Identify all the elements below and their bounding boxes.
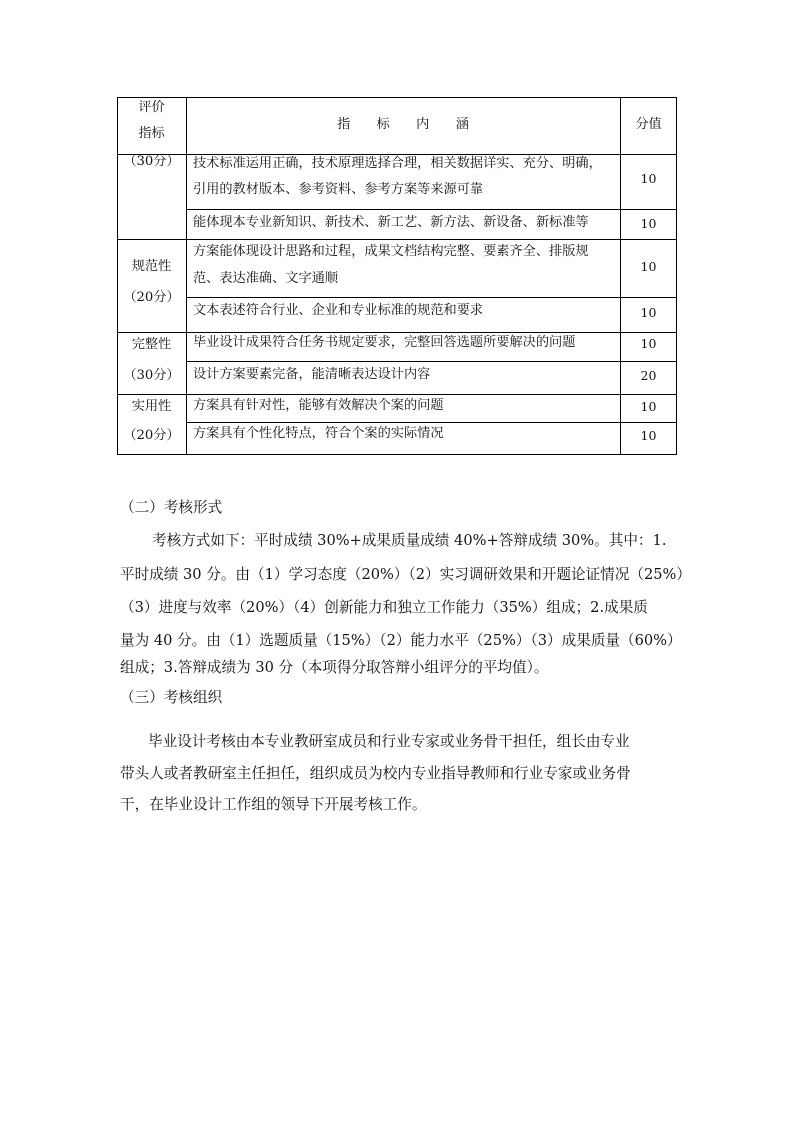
section-3-heading: （三）考核组织 bbox=[120, 689, 223, 706]
group-3-name: 完整性 bbox=[131, 337, 172, 352]
group-4-weight: （20分） bbox=[123, 428, 180, 443]
group-1-row-1-line-1: 技术标准运用正确，技术原理选择合理，相关数据详实、充分、明确， bbox=[193, 156, 602, 171]
group-2-name: 规范性 bbox=[131, 259, 172, 274]
section-3-line-1: 毕业设计考核由本专业教研室成员和行业专家或业务骨干担任，组长由专业 bbox=[148, 733, 630, 750]
section-2-heading: （二）考核形式 bbox=[120, 499, 223, 516]
table-col-divider-1 bbox=[186, 97, 187, 455]
group-3-row-2-line-1: 设计方案要素完备，能清晰表达设计内容 bbox=[193, 367, 431, 382]
group-1-row-2-line-1: 能体现本专业新知识、新技术、新工艺、新方法、新设备、新标准等 bbox=[193, 215, 589, 230]
table-border-top bbox=[117, 97, 677, 98]
group-1-row-1-score: 10 bbox=[640, 171, 657, 186]
section-3-line-3: 干，在毕业设计工作组的领导下开展考核工作。 bbox=[120, 796, 427, 813]
section-2-line-1: 考核方式如下：平时成绩 30%+成果质量成绩 40%+答辩成绩 30%。其中：1. bbox=[152, 532, 667, 549]
group-2-row-2-score: 10 bbox=[640, 305, 657, 320]
group-2-row-1-score: 10 bbox=[640, 259, 657, 274]
section-2-line-4: 量为 40 分。由（1）选题质量（15%）（2）能力水平（25%）（3）成果质量（60%） bbox=[120, 632, 682, 649]
group-1-weight: （30分） bbox=[123, 154, 180, 169]
group-4-row-1-score: 10 bbox=[640, 399, 657, 414]
header-indicator-line2: 指标 bbox=[138, 126, 165, 141]
group-3-row-1-score: 10 bbox=[640, 336, 657, 351]
group-4-row-2-line-1: 方案具有个性化特点，符合个案的实际情况 bbox=[193, 426, 444, 441]
group-1-row-1-line-2: 引用的教材版本、参考资料、参考方案等来源可靠 bbox=[193, 182, 484, 197]
section-2-line-2: 平时成绩 30 分。由（1）学习态度（20%）（2）实习调研效果和开题论证情况（25%） bbox=[120, 566, 691, 583]
group-4-name: 实用性 bbox=[131, 399, 172, 414]
group-2-row-2-line-1: 文本表述符合行业、企业和专业标准的规范和要求 bbox=[193, 303, 484, 318]
section-3-line-2: 带头人或者教研室主任担任，组织成员为校内专业指导教师和行业专家或业务骨 bbox=[120, 765, 631, 782]
group-2-weight: （20分） bbox=[123, 290, 180, 305]
table-border-bottom bbox=[117, 454, 677, 455]
group-3-row-1-line-1: 毕业设计成果符合任务书规定要求，完整回答选题所要解决的问题 bbox=[193, 335, 576, 350]
header-score: 分值 bbox=[635, 117, 662, 132]
section-2-line-5: 组成；3.答辩成绩为 30 分（本项得分取答辩小组评分的平均值）。 bbox=[120, 659, 549, 676]
group-4-row-2-score: 10 bbox=[640, 428, 657, 443]
group-2-row-1-line-1: 方案能体现设计思路和过程，成果文档结构完整、要素齐全、排版规 bbox=[193, 244, 589, 259]
group-3-row-2-score: 20 bbox=[640, 368, 657, 383]
header-content: 指 标 内 涵 bbox=[337, 117, 469, 132]
header-indicator-line1: 评价 bbox=[138, 100, 165, 115]
group-1-row-2-score: 10 bbox=[640, 216, 657, 231]
group-4-row-1-line-1: 方案具有针对性，能够有效解决个案的问题 bbox=[193, 398, 444, 413]
group-3-weight: （30分） bbox=[123, 368, 180, 383]
section-2-line-3: （3）进度与效率（20%）（4）创新能力和独立工作能力（35%）组成；2.成果质 bbox=[120, 599, 648, 616]
evaluation-table bbox=[117, 97, 677, 455]
group-2-row-1-line-2: 范、表达准确、文字通顺 bbox=[193, 271, 339, 286]
